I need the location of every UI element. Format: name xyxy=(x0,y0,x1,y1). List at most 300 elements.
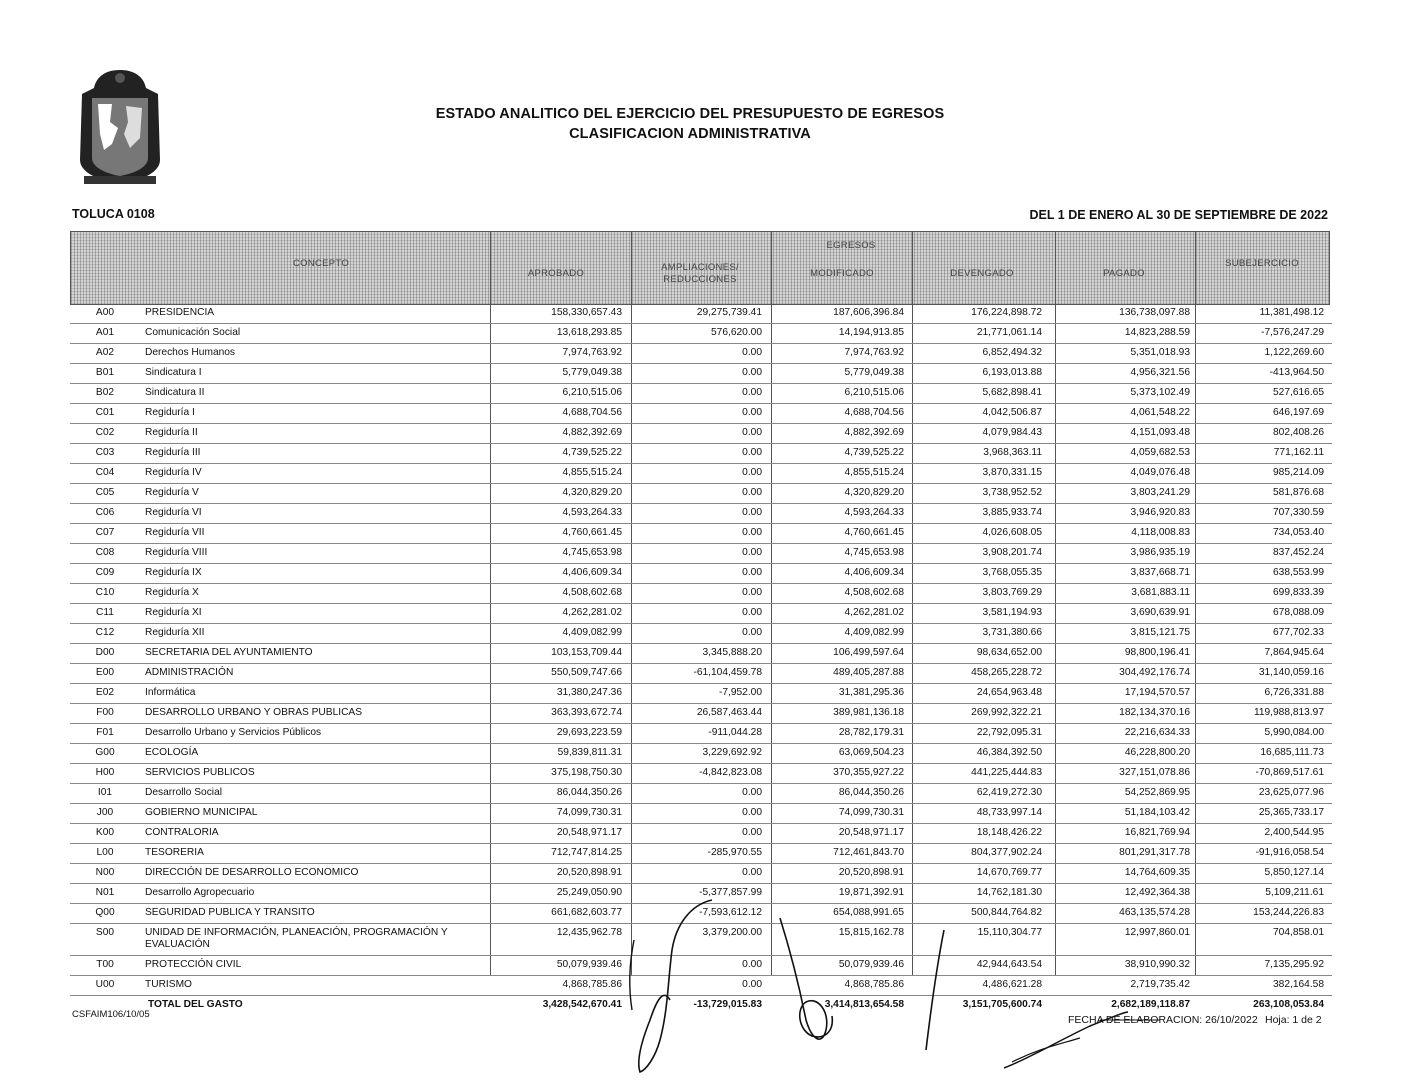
row-concept: Informática xyxy=(145,687,196,698)
approved-cell: 86,044,350.26 xyxy=(556,787,622,798)
expansions-cell: -61,104,459.78 xyxy=(693,667,762,678)
expansions-cell: 0.00 xyxy=(742,507,762,518)
paid-cell: 801,291,317.78 xyxy=(1119,847,1190,858)
table-row xyxy=(70,956,1332,976)
row-code: G00 xyxy=(95,747,115,758)
total-approved-cell: 3,428,542,670.41 xyxy=(542,999,622,1010)
modified-cell: 20,520,898.91 xyxy=(838,867,904,878)
approved-cell: 5,779,049.38 xyxy=(562,367,622,378)
modified-cell: 4,745,653.98 xyxy=(844,547,904,558)
expansions-cell: 0.00 xyxy=(742,979,762,990)
paid-cell: 4,956,321.56 xyxy=(1130,367,1190,378)
table-row xyxy=(70,844,1332,864)
header-expansions: AMPLIACIONES/ REDUCCIONES xyxy=(661,262,739,285)
accrued-cell: 14,670,769.77 xyxy=(976,867,1042,878)
row-concept: Regiduría VII xyxy=(145,527,205,538)
approved-cell: 4,688,704.56 xyxy=(562,407,622,418)
approved-cell: 4,760,661.45 xyxy=(562,527,622,538)
accrued-cell: 3,731,380.66 xyxy=(982,627,1042,638)
paid-cell: 12,997,860.01 xyxy=(1124,927,1190,938)
expansions-cell: 0.00 xyxy=(742,607,762,618)
entity-label: TOLUCA 0108 xyxy=(72,207,155,221)
modified-cell: 4,406,609.34 xyxy=(844,567,904,578)
header-underspend: SUBEJERCICIO xyxy=(1225,258,1299,269)
underspend-cell: 25,365,733.17 xyxy=(1258,807,1324,818)
underspend-cell: 699,833.39 xyxy=(1273,587,1324,598)
row-concept: TESORERIA xyxy=(145,847,204,858)
expansions-cell: 0.00 xyxy=(742,347,762,358)
table-row xyxy=(70,824,1332,844)
total-paid-cell: 2,682,189,118.87 xyxy=(1111,999,1190,1010)
approved-cell: 20,520,898.91 xyxy=(556,867,622,878)
modified-cell: 19,871,392.91 xyxy=(838,887,904,898)
accrued-cell: 3,803,769.29 xyxy=(982,587,1042,598)
approved-cell: 4,882,392.69 xyxy=(562,427,622,438)
approved-cell: 4,406,609.34 xyxy=(562,567,622,578)
modified-cell: 4,882,392.69 xyxy=(844,427,904,438)
row-concept: Regiduría IV xyxy=(145,467,202,478)
underspend-cell: 802,408.26 xyxy=(1273,427,1324,438)
underspend-cell: 7,864,945.64 xyxy=(1264,647,1324,658)
modified-cell: 489,405,287.88 xyxy=(833,667,904,678)
accrued-cell: 62,419,272.30 xyxy=(976,787,1042,798)
header-approved: APROBADO xyxy=(527,268,585,279)
modified-cell: 15,815,162.78 xyxy=(838,927,904,938)
table-row xyxy=(70,704,1332,724)
table-row xyxy=(70,444,1332,464)
modified-cell: 4,320,829.20 xyxy=(844,487,904,498)
paid-cell: 3,837,668.71 xyxy=(1130,567,1190,578)
table-row xyxy=(70,584,1332,604)
underspend-cell: 5,109,211.61 xyxy=(1265,887,1324,898)
underspend-cell: -70,869,517.61 xyxy=(1255,767,1324,778)
expansions-cell: 0.00 xyxy=(742,407,762,418)
row-concept: CONTRALORIA xyxy=(145,827,219,838)
row-code: C06 xyxy=(95,507,115,518)
expansions-cell: 0.00 xyxy=(742,627,762,638)
accrued-cell: 176,224,898.72 xyxy=(971,307,1042,318)
paid-cell: 3,946,920.83 xyxy=(1130,507,1190,518)
table-row xyxy=(70,804,1332,824)
modified-cell: 370,355,927.22 xyxy=(833,767,904,778)
approved-cell: 74,099,730.31 xyxy=(556,807,622,818)
modified-cell: 4,868,785.86 xyxy=(844,979,904,990)
table-row xyxy=(70,976,1332,996)
underspend-cell: 11,381,498.12 xyxy=(1259,307,1324,318)
paid-cell: 4,151,093.48 xyxy=(1130,427,1190,438)
modified-cell: 86,044,350.26 xyxy=(838,787,904,798)
expansions-cell: 576,620.00 xyxy=(711,327,762,338)
paid-cell: 3,815,121.75 xyxy=(1130,627,1190,638)
paid-cell: 4,059,682.53 xyxy=(1130,447,1190,458)
header-paid: PAGADO xyxy=(1103,268,1145,279)
accrued-cell: 21,771,061.14 xyxy=(976,327,1042,338)
paid-cell: 46,228,800.20 xyxy=(1124,747,1190,758)
table-row xyxy=(70,784,1332,804)
approved-cell: 7,974,763.92 xyxy=(562,347,622,358)
underspend-cell: 2,400,544.95 xyxy=(1264,827,1324,838)
row-concept: PRESIDENCIA xyxy=(145,307,215,318)
accrued-cell: 3,885,933.74 xyxy=(982,507,1042,518)
accrued-cell: 3,870,331.15 xyxy=(982,467,1042,478)
expansions-cell: 0.00 xyxy=(742,367,762,378)
row-concept: Regiduría XI xyxy=(145,607,202,618)
modified-cell: 106,499,597.64 xyxy=(833,647,904,658)
modified-cell: 4,688,704.56 xyxy=(844,407,904,418)
row-code: J00 xyxy=(96,807,114,818)
expansions-cell: 0.00 xyxy=(742,547,762,558)
row-concept: TURISMO xyxy=(145,979,192,990)
row-concept: Regiduría VI xyxy=(145,507,202,518)
row-code: C08 xyxy=(95,547,115,558)
paid-cell: 51,184,103.42 xyxy=(1124,807,1190,818)
underspend-cell: 646,197.69 xyxy=(1273,407,1324,418)
expansions-cell: -7,593,612.12 xyxy=(699,907,762,918)
row-code: T00 xyxy=(96,959,114,970)
approved-cell: 4,320,829.20 xyxy=(562,487,622,498)
row-code: F00 xyxy=(96,707,114,718)
row-code: S00 xyxy=(95,927,115,938)
table-row xyxy=(70,924,1332,956)
expansions-cell: 0.00 xyxy=(742,427,762,438)
underspend-cell: -7,576,247.29 xyxy=(1261,327,1324,338)
row-concept: Regiduría II xyxy=(145,427,198,438)
total-row xyxy=(70,996,1332,1015)
expansions-cell: 0.00 xyxy=(742,787,762,798)
total-modified-cell: 3,414,813,654.58 xyxy=(824,999,904,1010)
modified-cell: 14,194,913.85 xyxy=(838,327,904,338)
total-underspend-cell: 263,108,053.84 xyxy=(1253,999,1324,1010)
paid-cell: 3,803,241.29 xyxy=(1130,487,1190,498)
accrued-cell: 4,486,621.28 xyxy=(982,979,1042,990)
modified-cell: 7,974,763.92 xyxy=(844,347,904,358)
table-row xyxy=(70,424,1332,444)
expansions-cell: 3,229,692.92 xyxy=(702,747,762,758)
table-row xyxy=(70,364,1332,384)
accrued-cell: 3,968,363.11 xyxy=(983,447,1042,458)
row-code: C01 xyxy=(95,407,115,418)
underspend-cell: 7,135,295.92 xyxy=(1264,959,1324,970)
paid-cell: 38,910,990.32 xyxy=(1124,959,1190,970)
header-concept: CONCEPTO xyxy=(292,258,350,269)
row-code: K00 xyxy=(95,827,115,838)
approved-cell: 12,435,962.78 xyxy=(556,927,622,938)
paid-cell: 4,118,008.83 xyxy=(1131,527,1190,538)
expansions-cell: 0.00 xyxy=(742,827,762,838)
expansions-cell: 0.00 xyxy=(742,807,762,818)
expansions-cell: 3,345,888.20 xyxy=(702,647,762,658)
row-concept: UNIDAD DE INFORMACIÓN, PLANEACIÓN, PROGRAMACIÓN Y EVALUACIÓN xyxy=(145,927,448,950)
approved-cell: 59,839,811.31 xyxy=(557,747,622,758)
table-row xyxy=(70,904,1332,924)
expansions-cell: 0.00 xyxy=(742,467,762,478)
row-concept: DIRECCIÓN DE DESARROLLO ECONOMICO xyxy=(145,867,359,878)
row-code: B02 xyxy=(95,387,115,398)
approved-cell: 4,262,281.02 xyxy=(562,607,622,618)
modified-cell: 31,381,295.36 xyxy=(838,687,904,698)
expansions-cell: 0.00 xyxy=(742,567,762,578)
modified-cell: 4,760,661.45 xyxy=(844,527,904,538)
expansions-cell: 0.00 xyxy=(742,959,762,970)
budget-table xyxy=(70,304,1332,1015)
total-label: TOTAL DEL GASTO xyxy=(148,999,243,1010)
underspend-cell: 707,330.59 xyxy=(1273,507,1324,518)
row-code: C04 xyxy=(95,467,115,478)
row-concept: Regiduría IX xyxy=(145,567,202,578)
period-label: DEL 1 DE ENERO AL 30 DE SEPTIEMBRE DE 2022 xyxy=(1029,208,1328,222)
approved-cell: 375,198,750.30 xyxy=(551,767,622,778)
table-row xyxy=(70,564,1332,584)
approved-cell: 158,330,657.43 xyxy=(551,307,622,318)
accrued-cell: 500,844,764.82 xyxy=(971,907,1042,918)
underspend-cell: 5,990,084.00 xyxy=(1264,727,1324,738)
underspend-cell: 153,244,226.83 xyxy=(1253,907,1324,918)
underspend-cell: 527,616.65 xyxy=(1273,387,1324,398)
table-row xyxy=(70,344,1332,364)
paid-cell: 12,492,364.38 xyxy=(1124,887,1190,898)
document-subtitle: CLASIFICACION ADMINISTRATIVA xyxy=(569,126,811,142)
accrued-cell: 98,634,652.00 xyxy=(976,647,1042,658)
accrued-cell: 4,079,984.43 xyxy=(982,427,1042,438)
approved-cell: 50,079,939.46 xyxy=(556,959,622,970)
row-code: H00 xyxy=(95,767,115,778)
row-code: N01 xyxy=(95,887,115,898)
approved-cell: 25,249,050.90 xyxy=(556,887,622,898)
accrued-cell: 4,026,608.05 xyxy=(982,527,1042,538)
paid-cell: 5,373,102.49 xyxy=(1130,387,1190,398)
table-header xyxy=(70,231,1330,305)
approved-cell: 4,855,515.24 xyxy=(562,467,622,478)
total-accrued-cell: 3,151,705,600.74 xyxy=(962,999,1042,1010)
expansions-cell: 3,379,200.00 xyxy=(702,927,762,938)
accrued-cell: 14,762,181.30 xyxy=(976,887,1042,898)
accrued-cell: 46,384,392.50 xyxy=(976,747,1042,758)
row-concept: Regiduría X xyxy=(145,587,199,598)
underspend-cell: 119,988,813.97 xyxy=(1253,707,1324,718)
modified-cell: 4,593,264.33 xyxy=(844,507,904,518)
row-concept: SEGURIDAD PUBLICA Y TRANSITO xyxy=(145,907,315,918)
row-code: C03 xyxy=(95,447,115,458)
table-row xyxy=(70,604,1332,624)
accrued-cell: 48,733,997.14 xyxy=(976,807,1042,818)
expansions-cell: 0.00 xyxy=(742,387,762,398)
row-concept: Derechos Humanos xyxy=(145,347,236,358)
row-concept: Desarrollo Agropecuario xyxy=(145,887,255,898)
expansions-cell: -7,952.00 xyxy=(718,687,762,698)
row-concept: Sindicatura I xyxy=(145,367,202,378)
underspend-cell: 985,214.09 xyxy=(1273,467,1324,478)
accrued-cell: 24,654,963.48 xyxy=(976,687,1042,698)
table-row xyxy=(70,884,1332,904)
row-code: C07 xyxy=(95,527,115,538)
row-concept: GOBIERNO MUNICIPAL xyxy=(145,807,258,818)
accrued-cell: 3,581,194.93 xyxy=(982,607,1042,618)
paid-cell: 14,823,288.59 xyxy=(1124,327,1190,338)
paid-cell: 54,252,869.95 xyxy=(1124,787,1190,798)
table-row xyxy=(70,764,1332,784)
modified-cell: 63,069,504.23 xyxy=(838,747,904,758)
row-code: A02 xyxy=(95,347,115,358)
underspend-cell: 771,162.11 xyxy=(1273,447,1324,458)
paid-cell: 136,738,097.88 xyxy=(1119,307,1190,318)
paid-cell: 3,986,935.19 xyxy=(1130,547,1190,558)
modified-cell: 4,508,602.68 xyxy=(844,587,904,598)
underspend-cell: 1,122,269.60 xyxy=(1264,347,1324,358)
row-code: C10 xyxy=(95,587,115,598)
expansions-cell: 29,275,739.41 xyxy=(696,307,762,318)
accrued-cell: 3,738,952.52 xyxy=(982,487,1042,498)
expansions-cell: 0.00 xyxy=(742,447,762,458)
document-title: ESTADO ANALITICO DEL EJERCICIO DEL PRESUPUESTO DE EGRESOS xyxy=(435,106,945,122)
underspend-cell: 5,850,127.14 xyxy=(1264,867,1324,878)
elaboration-date: FECHA DE ELABORACION: 26/10/2022 xyxy=(1068,1014,1258,1026)
approved-cell: 550,509,747.66 xyxy=(551,667,622,678)
row-concept: Regiduría VIII xyxy=(145,547,208,558)
modified-cell: 28,782,179.31 xyxy=(838,727,904,738)
table-row xyxy=(70,664,1332,684)
underspend-cell: 31,140,059.16 xyxy=(1258,667,1324,678)
row-code: A01 xyxy=(95,327,115,338)
row-code: N00 xyxy=(95,867,115,878)
row-code: E00 xyxy=(95,667,115,678)
modified-cell: 20,548,971.17 xyxy=(838,827,904,838)
paid-cell: 327,151,078.86 xyxy=(1119,767,1190,778)
expansions-cell: 0.00 xyxy=(742,587,762,598)
accrued-cell: 4,042,506.87 xyxy=(982,407,1042,418)
approved-cell: 4,593,264.33 xyxy=(562,507,622,518)
header-egresos: EGRESOS xyxy=(826,240,876,251)
modified-cell: 4,739,525.22 xyxy=(844,447,904,458)
table-row xyxy=(70,724,1332,744)
underspend-cell: 734,053.40 xyxy=(1273,527,1324,538)
paid-cell: 182,134,370.16 xyxy=(1119,707,1190,718)
table-row xyxy=(70,864,1332,884)
modified-cell: 4,855,515.24 xyxy=(844,467,904,478)
expansions-cell: -285,970.55 xyxy=(707,847,762,858)
table-row xyxy=(70,304,1332,324)
row-concept: DESARROLLO URBANO Y OBRAS PUBLICAS xyxy=(145,707,363,718)
underspend-cell: 837,452.24 xyxy=(1273,547,1324,558)
accrued-cell: 441,225,444.83 xyxy=(971,767,1042,778)
table-row xyxy=(70,484,1332,504)
modified-cell: 74,099,730.31 xyxy=(838,807,904,818)
header-modified: MODIFICADO xyxy=(810,268,874,279)
expansions-cell: 26,587,463.44 xyxy=(696,707,762,718)
row-concept: ADMINISTRACIÓN xyxy=(145,667,234,678)
row-concept: Regiduría V xyxy=(145,487,199,498)
row-code: C09 xyxy=(95,567,115,578)
modified-cell: 6,210,515.06 xyxy=(844,387,904,398)
table-row xyxy=(70,504,1332,524)
underspend-cell: 678,088.09 xyxy=(1273,607,1324,618)
row-concept: Comunicación Social xyxy=(145,327,241,338)
row-concept: Desarrollo Urbano y Servicios Públicos xyxy=(145,727,322,738)
accrued-cell: 18,148,426.22 xyxy=(976,827,1042,838)
modified-cell: 654,088,991.65 xyxy=(833,907,904,918)
underspend-cell: 16,685,111.73 xyxy=(1260,747,1324,758)
paid-cell: 98,800,196.41 xyxy=(1124,647,1190,658)
underspend-cell: 23,625,077.96 xyxy=(1258,787,1324,798)
underspend-cell: 6,726,331.88 xyxy=(1264,687,1324,698)
table-row xyxy=(70,324,1332,344)
row-code: B01 xyxy=(95,367,115,378)
modified-cell: 389,981,136.18 xyxy=(833,707,904,718)
row-code: Q00 xyxy=(95,907,115,918)
table-row xyxy=(70,544,1332,564)
approved-cell: 20,548,971.17 xyxy=(556,827,622,838)
row-code: C05 xyxy=(95,487,115,498)
total-expansions-cell: -13,729,015.83 xyxy=(693,999,762,1010)
modified-cell: 712,461,843.70 xyxy=(833,847,904,858)
underspend-cell: 677,702.33 xyxy=(1273,627,1324,638)
approved-cell: 29,693,223.59 xyxy=(556,727,622,738)
accrued-cell: 6,193,013.88 xyxy=(982,367,1042,378)
paid-cell: 4,049,076.48 xyxy=(1130,467,1190,478)
paid-cell: 2,719,735.42 xyxy=(1130,979,1190,990)
expansions-cell: -4,842,823.08 xyxy=(699,767,762,778)
row-concept: SERVICIOS PUBLICOS xyxy=(145,767,255,778)
row-code: I01 xyxy=(97,787,113,798)
row-concept: Regiduría XII xyxy=(145,627,205,638)
table-row xyxy=(70,404,1332,424)
accrued-cell: 6,852,494.32 xyxy=(982,347,1042,358)
table-row xyxy=(70,464,1332,484)
form-code: CSFAIM106/10/05 xyxy=(72,1009,150,1020)
accrued-cell: 5,682,898.41 xyxy=(982,387,1042,398)
paid-cell: 3,681,883.11 xyxy=(1131,587,1190,598)
underspend-cell: 581,876.68 xyxy=(1273,487,1324,498)
expansions-cell: 0.00 xyxy=(742,867,762,878)
row-code: F01 xyxy=(96,727,114,738)
expansions-cell: 0.00 xyxy=(742,527,762,538)
accrued-cell: 804,377,902.24 xyxy=(971,847,1042,858)
accrued-cell: 42,944,643.54 xyxy=(976,959,1042,970)
paid-cell: 17,194,570.57 xyxy=(1124,687,1190,698)
row-code: E02 xyxy=(95,687,115,698)
table-row xyxy=(70,524,1332,544)
table-row xyxy=(70,624,1332,644)
approved-cell: 4,739,525.22 xyxy=(562,447,622,458)
underspend-cell: 638,553.99 xyxy=(1273,567,1324,578)
table-row xyxy=(70,744,1332,764)
approved-cell: 4,868,785.86 xyxy=(562,979,622,990)
accrued-cell: 3,768,055.35 xyxy=(982,567,1042,578)
approved-cell: 712,747,814.25 xyxy=(551,847,622,858)
page-indicator: Hoja: 1 de 2 xyxy=(1265,1014,1322,1026)
accrued-cell: 15,110,304.77 xyxy=(977,927,1042,938)
paid-cell: 22,216,634.33 xyxy=(1124,727,1190,738)
approved-cell: 31,380,247.36 xyxy=(556,687,622,698)
table-row xyxy=(70,684,1332,704)
paid-cell: 463,135,574.28 xyxy=(1119,907,1190,918)
row-concept: Regiduría I xyxy=(145,407,195,418)
accrued-cell: 3,908,201.74 xyxy=(982,547,1042,558)
accrued-cell: 458,265,228.72 xyxy=(971,667,1042,678)
expansions-cell: -911,044.28 xyxy=(708,727,762,738)
row-concept: ECOLOGÍA xyxy=(145,747,199,758)
row-concept: PROTECCIÓN CIVIL xyxy=(145,959,242,970)
modified-cell: 187,606,396.84 xyxy=(833,307,904,318)
modified-cell: 50,079,939.46 xyxy=(838,959,904,970)
municipal-seal-icon xyxy=(74,64,166,188)
row-concept: Regiduría III xyxy=(145,447,201,458)
table-row xyxy=(70,384,1332,404)
approved-cell: 4,745,653.98 xyxy=(562,547,622,558)
row-concept: Sindicatura II xyxy=(145,387,205,398)
row-concept: SECRETARIA DEL AYUNTAMIENTO xyxy=(145,647,313,658)
modified-cell: 4,262,281.02 xyxy=(844,607,904,618)
modified-cell: 5,779,049.38 xyxy=(844,367,904,378)
